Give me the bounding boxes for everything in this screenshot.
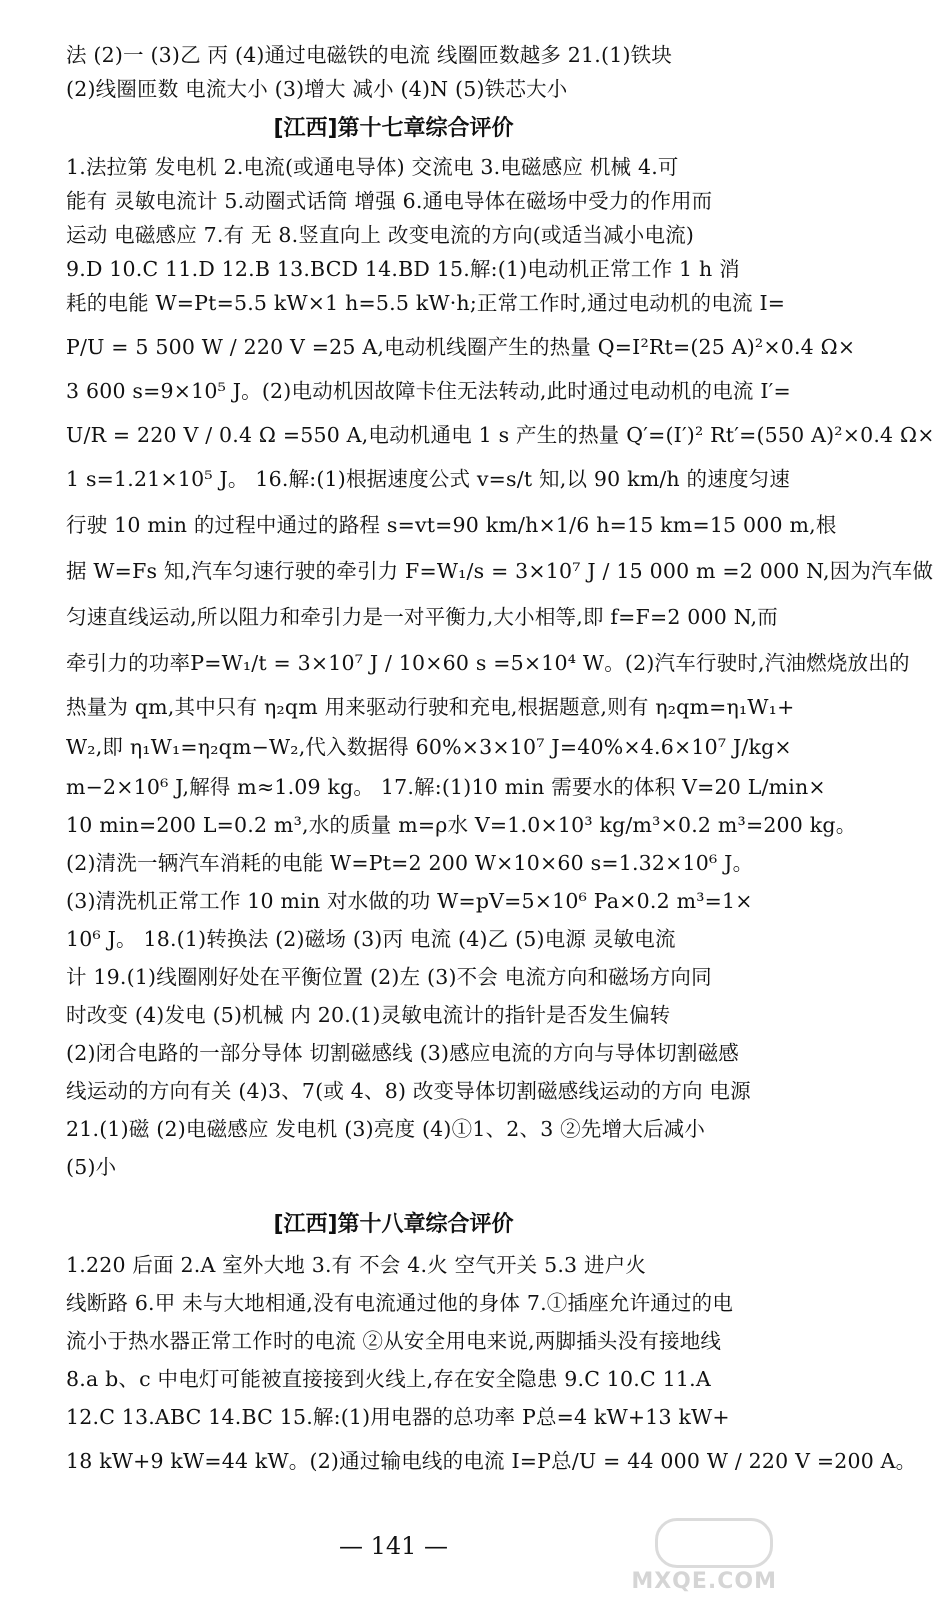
text-line: 10⁶ J。 18.(1)转换法 (2)磁场 (3)丙 电流 (4)乙 (5)电源 灵敏电流 [66, 927, 676, 951]
text-line: (3)清洗机正常工作 10 min 对水做的功 W=pV=5×10⁶ Pa×0.2 m³=1× [66, 889, 753, 913]
text-line: 3 600 s=9×10⁵ J。(2)电动机因故障卡住无法转动,此时通过电动机的电流 I′= [66, 379, 791, 403]
text-line: 匀速直线运动,所以阻力和牵引力是一对平衡力,大小相等,即 f=F=2 000 N,而 [66, 605, 778, 629]
text-line: 8.a b、c 中电灯可能被直接接到火线上,存在安全隐患 9.C 10.C 11.A [66, 1367, 711, 1391]
section-heading: [江西]第十七章综合评价 [273, 116, 514, 141]
text-line: 耗的电能 W=Pt=5.5 kW×1 h=5.5 kW·h;正常工作时,通过电动机的电流 I= [66, 291, 786, 315]
section-heading: [江西]第十八章综合评价 [273, 1212, 514, 1237]
text-line: 法 (2)一 (3)乙 丙 (4)通过电磁铁的电流 线圈匝数越多 21.(1)铁块 [66, 43, 673, 67]
text-line: 牵引力的功率P=W₁/t = 3×10⁷ J / 10×60 s =5×10⁴ W。(2)汽车行驶时,汽油燃烧放出的 [66, 651, 910, 675]
watermark-logo [631, 1516, 781, 1596]
text-line: 时改变 (4)发电 (5)机械 内 20.(1)灵敏电流计的指针是否发生偏转 [66, 1003, 671, 1027]
text-line: 能有 灵敏电流计 5.动圈式话筒 增强 6.通电导体在磁场中受力的作用而 [66, 189, 713, 213]
text-line: (2)清洗一辆汽车消耗的电能 W=Pt=2 200 W×10×60 s=1.32×10⁶ J。 [66, 851, 754, 875]
text-line: 9.D 10.C 11.D 12.B 13.BCD 14.BD 15.解:(1)电动机正常工作 1 h 消 [66, 257, 740, 281]
text-line: 21.(1)磁 (2)电磁感应 发电机 (3)亮度 (4)①1、2、3 ②先增大后减小 [66, 1117, 706, 1141]
watermark-ring [655, 1518, 773, 1568]
text-line: 1 s=1.21×10⁵ J。 16.解:(1)根据速度公式 v=s/t 知,以 90 km/h 的速度匀速 [66, 467, 791, 491]
text-line: W₂,即 η₁W₁=η₂qm−W₂,代入数据得 60%×3×10⁷ J=40%×4.6×10⁷ J/kg× [66, 735, 792, 759]
text-line: 18 kW+9 kW=44 kW。(2)通过输电线的电流 I=P总/U = 44 000 W / 220 V =200 A。 [66, 1449, 917, 1473]
text-line: 流小于热水器正常工作时的电流 ②从安全用电来说,两脚插头没有接地线 [66, 1329, 722, 1353]
text-line: 运动 电磁感应 7.有 无 8.竖直向上 改变电流的方向(或适当减小电流) [66, 223, 695, 247]
text-line: U/R = 220 V / 0.4 Ω =550 A,电动机通电 1 s 产生的热量 Q′=(I′)² Rt′=(550 A)²×0.4 Ω× [66, 423, 935, 447]
text-line: 1.法拉第 发电机 2.电流(或通电导体) 交流电 3.电磁感应 机械 4.可 [66, 155, 679, 179]
text-line: (2)闭合电路的一部分导体 切割磁感线 (3)感应电流的方向与导体切割磁感 [66, 1041, 740, 1065]
text-line: 行驶 10 min 的过程中通过的路程 s=vt=90 km/h×1/6 h=15 km=15 000 m,根 [66, 513, 837, 537]
text-line: 1.220 后面 2.A 室外大地 3.有 不会 4.火 空气开关 5.3 进户火 [66, 1253, 647, 1277]
watermark-text: MXQE.COM [631, 1569, 777, 1594]
text-line: 线运动的方向有关 (4)3、7(或 4、8) 改变导体切割磁感线运动的方向 电源 [66, 1079, 751, 1103]
text-line: 计 19.(1)线圈刚好处在平衡位置 (2)左 (3)不会 电流方向和磁场方向同 [66, 965, 712, 989]
page-number: — 141 — [338, 1532, 449, 1560]
text-line: 热量为 qm,其中只有 η₂qm 用来驱动行驶和充电,根据题意,则有 η₂qm=η₁W₁+ [66, 695, 795, 719]
text-line: 据 W=Fs 知,汽车匀速行驶的牵引力 F=W₁/s = 3×10⁷ J / 15 000 m =2 000 N,因为汽车做 [66, 559, 934, 583]
text-line: m−2×10⁶ J,解得 m≈1.09 kg。 17.解:(1)10 min 需要水的体积 V=20 L/min× [66, 775, 826, 799]
text-line: 12.C 13.ABC 14.BC 15.解:(1)用电器的总功率 P总=4 kW+13 kW+ [66, 1405, 730, 1429]
text-line: (5)小 [66, 1155, 117, 1179]
text-line: 线断路 6.甲 未与大地相通,没有电流通过他的身体 7.①插座允许通过的电 [66, 1291, 734, 1315]
text-line: P/U = 5 500 W / 220 V =25 A,电动机线圈产生的热量 Q=I²Rt=(25 A)²×0.4 Ω× [66, 335, 856, 359]
text-line: (2)线圈匝数 电流大小 (3)增大 减小 (4)N (5)铁芯大小 [66, 77, 568, 101]
text-line: 10 min=200 L=0.2 m³,水的质量 m=ρ水 V=1.0×10³ kg/m³×0.2 m³=200 kg。 [66, 813, 857, 837]
